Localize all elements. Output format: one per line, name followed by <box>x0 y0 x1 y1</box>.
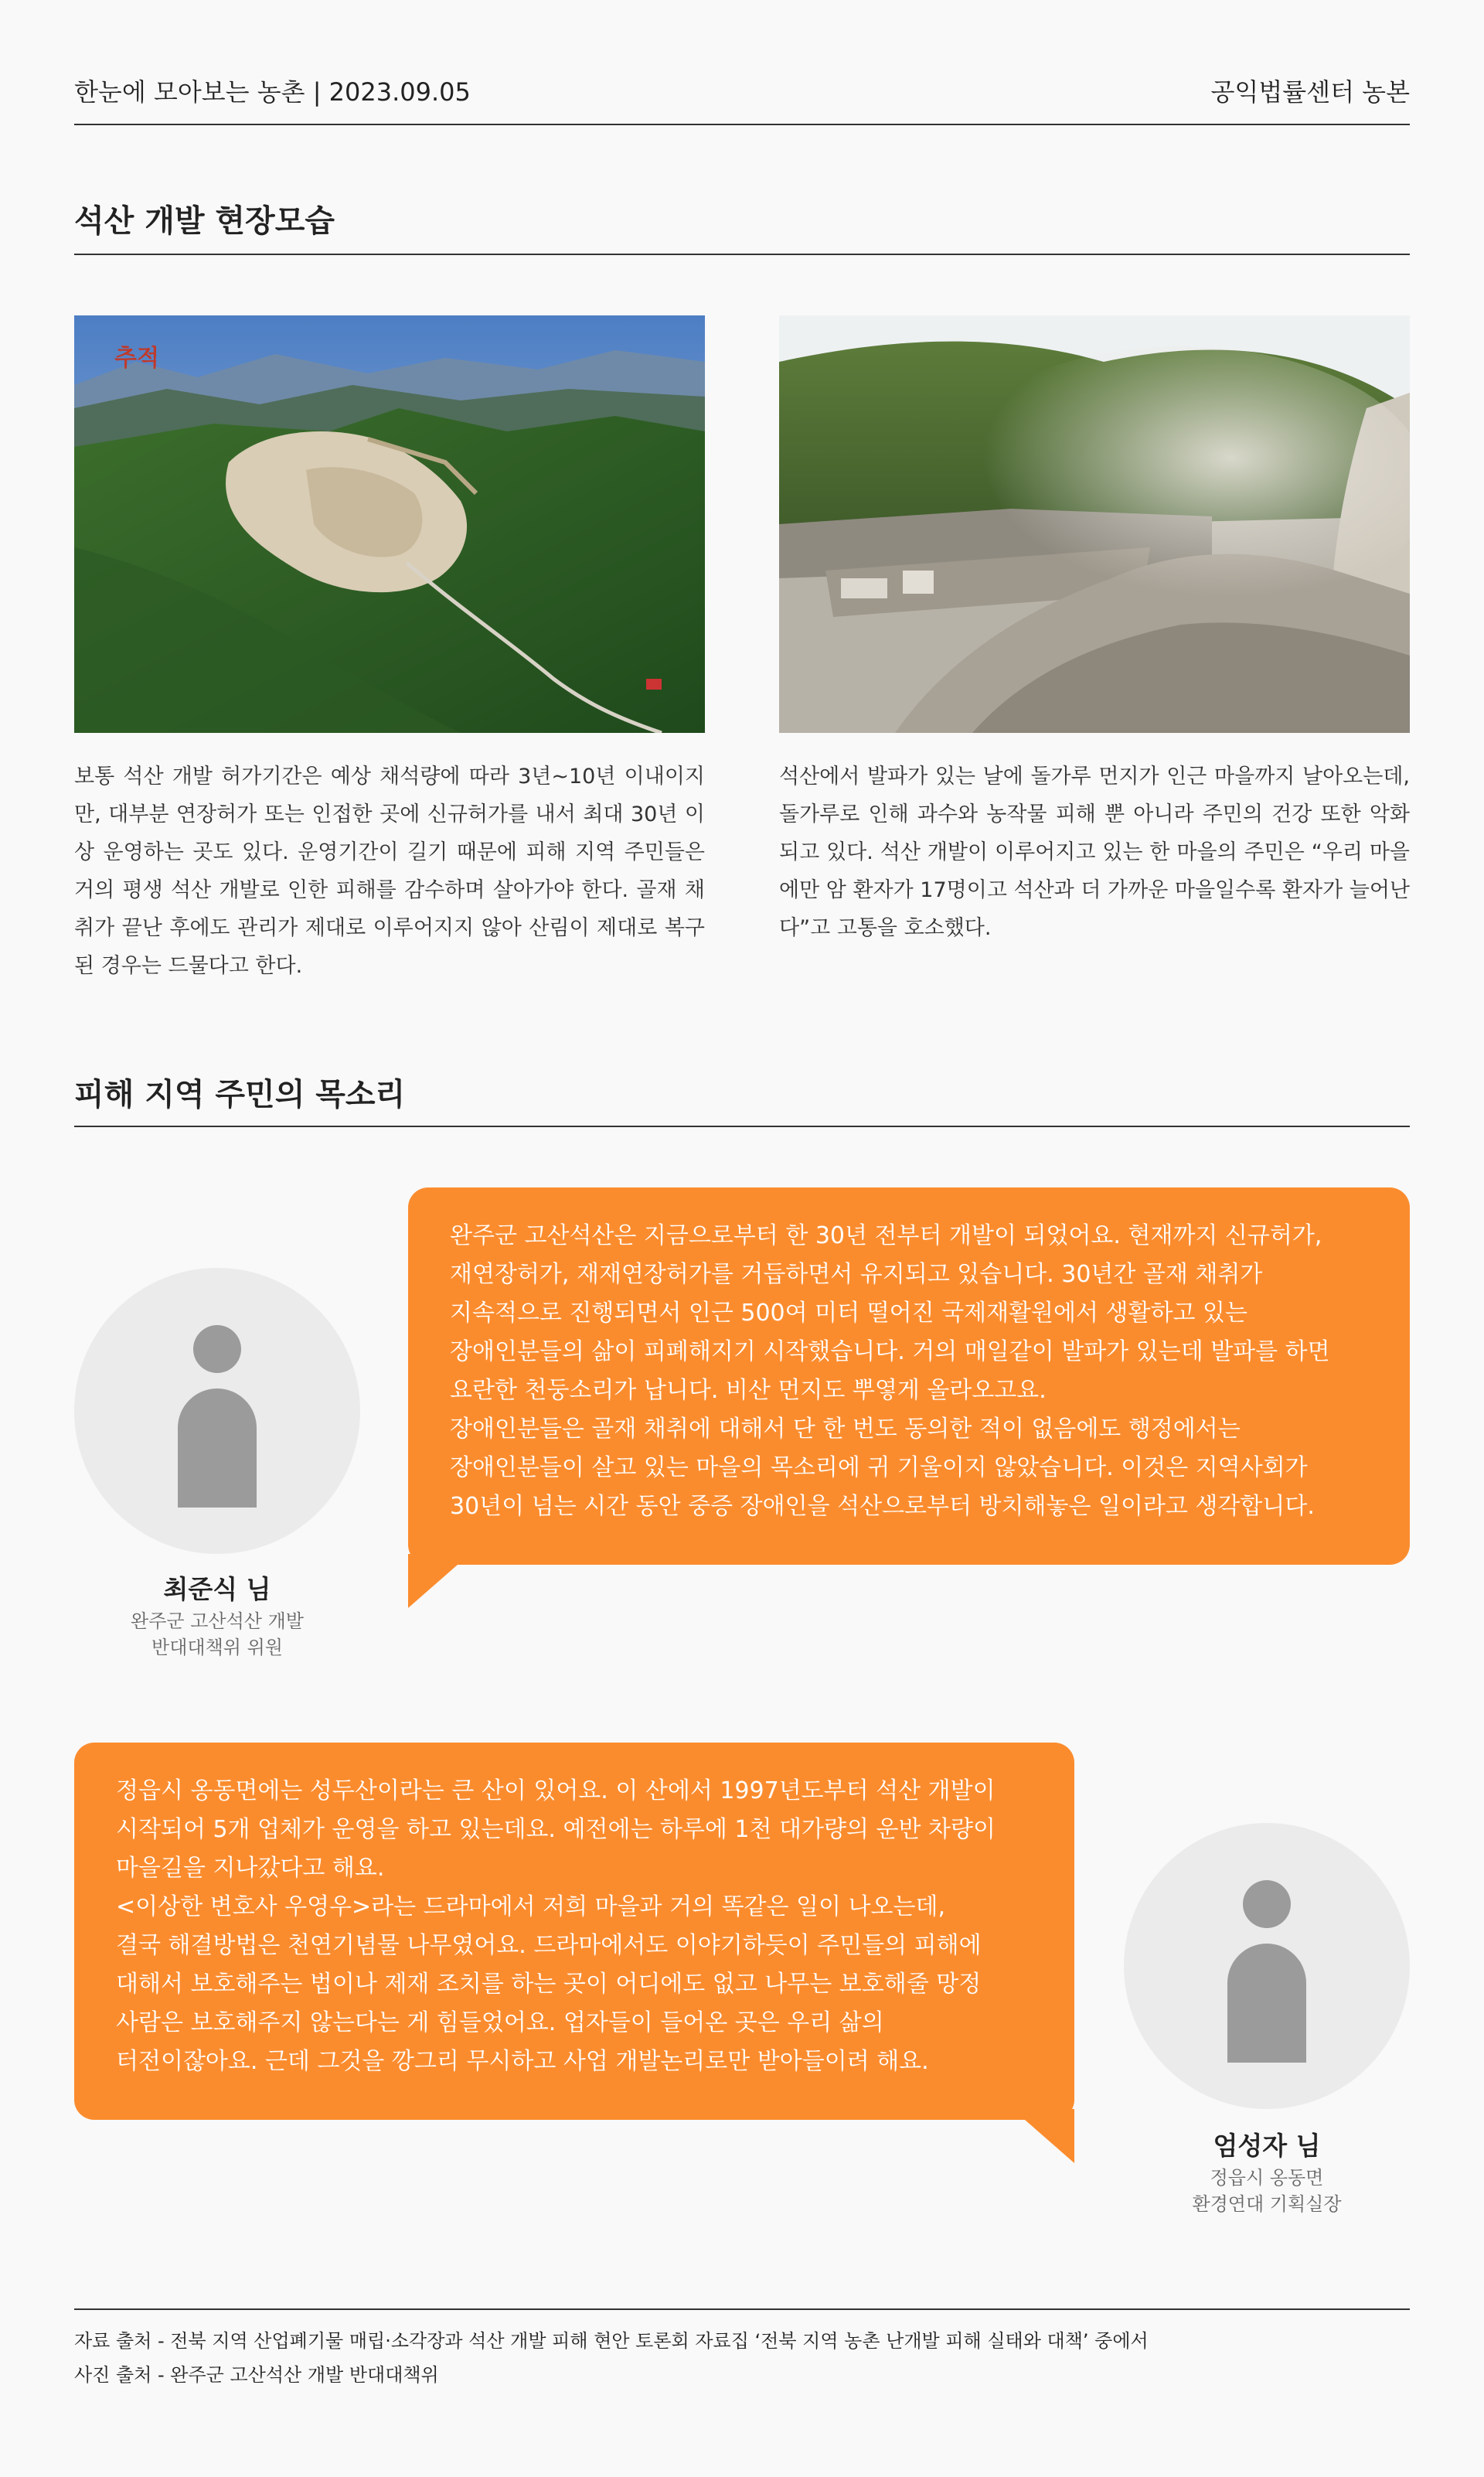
paragraph-permit-period: 보통 석산 개발 허가기간은 예상 채석량에 따라 3년~10년 이내이지만, 대부분 연장허가 또는 인접한 곳에 신규허가를 내서 최대 30년 이상 운영하는 곳도 있다. 운영기간이 길기 때문에 피해 지역 주민들은 거의 평생 석산 개발로 인한 피해를 감수하며 살아가야 한다. 골재 채취가 끝난 후에도 관리가 제대로 이루어지지 않아 산림이 제대로 복구된 경우는 드물다고 한다. <box>74 765 705 978</box>
footer-source-data: 자료 출처 - 전북 지역 산업폐기물 매립·소각장과 석산 개발 피해 현안 토론회 자료집 ‘전북 지역 농촌 난개발 피해 실태와 대책’ 중에서 <box>74 2330 1149 2352</box>
person-silhouette-icon <box>1243 1880 1291 1928</box>
section-divider <box>74 1126 1410 1127</box>
avatar-person1 <box>74 1268 360 1554</box>
quarry-aerial-photo <box>74 315 705 733</box>
person-silhouette-icon <box>193 1325 241 1373</box>
section-title-quarry-site: 석산 개발 현장모습 <box>74 203 335 239</box>
quote-bubble-person1: 완주군 고산석산은 지금으로부터 한 30년 전부터 개발이 되었어요. 현재까지 신규허가, 재연장허가, 재재연장허가를 거듭하면서 유지되고 있습니다. 30년간 골재 채취가 지속적으로 진행되면서 인근 500여 미터 떨어진 국제재활원에서 생활하고 있는 장애인분들의 삶이 피폐해지기 시작했습니다. 거의 매일같이 발파가 있는데 발파를 하면 요란한 천둥소리가 납니다. 비산 먼지도 뿌옇게 올라오고요. 장애인분들은 골재 채취에 대해서 단 한 번도 동의한 적이 없음에도 행정에서는 장애인분들이 살고 있는 마을의 목소리에 귀 기울이지 않았습니다. 이것은 지역사회가 30년이 넘는 시간 동안 중증 장애인을 석산으로부터 방치해놓은 일이라고 생각합니다. <box>408 1187 1410 1565</box>
person2-name: 엄성자 님 <box>1213 2131 1321 2161</box>
avatar-person2 <box>1124 1823 1410 2109</box>
bubble-tail-person1 <box>408 1554 470 1608</box>
person1-name: 최준식 님 <box>163 1574 271 1604</box>
person1-role: 완주군 고산석산 개발 반대대책위 위원 <box>131 1610 304 1658</box>
section-divider <box>74 254 1410 255</box>
photo-watermark: 추적 <box>114 345 159 372</box>
header-publication: 한눈에 모아보는 농촌 | 2023.09.05 <box>74 77 471 107</box>
header-divider <box>74 124 1410 125</box>
bubble-tail-person2 <box>1013 2109 1074 2163</box>
header-organization: 공익법률센터 농본 <box>1210 77 1410 107</box>
footer-source-photo: 사진 출처 - 완주군 고산석산 개발 반대대책위 <box>74 2364 439 2386</box>
person2-role: 정읍시 옹동면 환경연대 기획실장 <box>1192 2167 1342 2215</box>
quote-bubble-person2: 정읍시 옹동면에는 성두산이라는 큰 산이 있어요. 이 산에서 1997년도부터 석산 개발이 시작되어 5개 업체가 운영을 하고 있는데요. 예전에는 하루에 1천 대가량의 운반 차량이 마을길을 지나갔다고 해요. <이상한 변호사 우영우>라는 드라마에서 저희 마을과 거의 똑같은 일이 나오는데, 결국 해결방법은 천연기념물 나무였어요. 드라마에서도 이야기하듯이 주민들의 피해에 대해서 보호해주는 법이나 제재 조치를 하는 곳이 어디에도 없고 나무는 보호해줄 망정 사람은 보호해주지 않는다는 게 힘들었어요. 업자들이 들어온 곳은 우리 삶의 터전이잖아요. 근데 그것을 깡그리 무시하고 사업 개발논리로만 받아들이려 해요. <box>74 1743 1074 2120</box>
quarry-dust-photo <box>779 315 1410 733</box>
section-title-resident-voices: 피해 지역 주민의 목소리 <box>74 1077 406 1112</box>
paragraph-dust-damage: 석산에서 발파가 있는 날에 돌가루 먼지가 인근 마을까지 날아오는데, 돌가루로 인해 과수와 농작물 피해 뿐 아니라 주민의 건강 또한 악화되고 있다. 석산 개발이 이루어지고 있는 한 마을의 주민은 “우리 마을에만 암 환자가 17명이고 석산과 더 가까운 마을일수록 환자가 늘어난다”고 고통을 호소했다. <box>779 765 1410 940</box>
footer-divider <box>74 2308 1410 2310</box>
